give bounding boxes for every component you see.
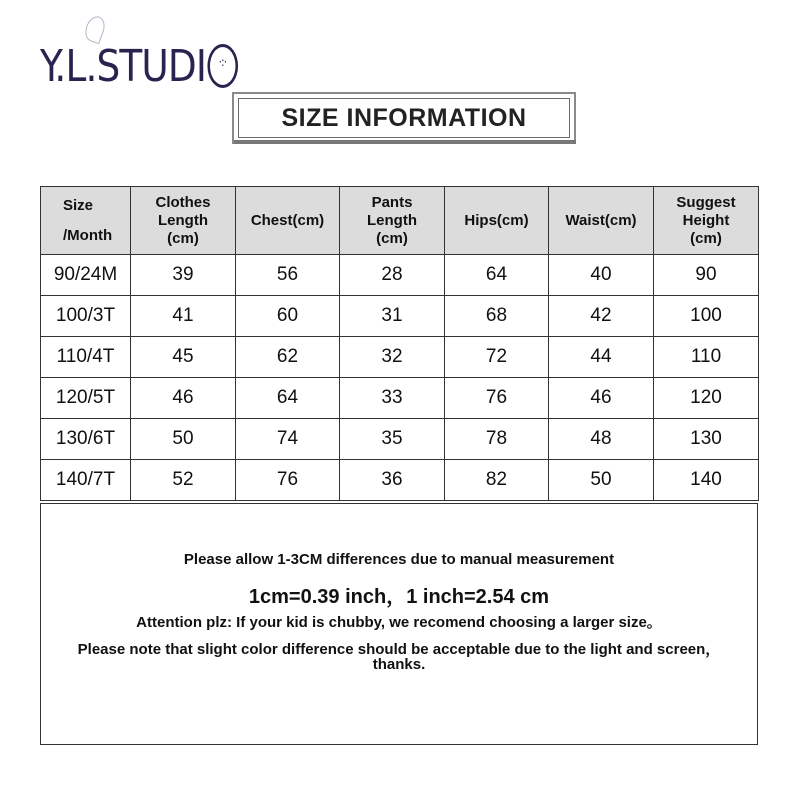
measurement-cell: 50 bbox=[131, 419, 236, 460]
column-header bbox=[340, 187, 445, 255]
size-cell: 130/6T bbox=[41, 419, 131, 460]
measurement-cell: 74 bbox=[236, 419, 340, 460]
measurement-cell: 40 bbox=[549, 255, 654, 296]
column-header bbox=[236, 187, 340, 255]
measurement-note: Please allow 1-3CM differences due to manual measurement bbox=[183, 551, 615, 568]
logo-o-ring: ·:· bbox=[208, 44, 239, 88]
column-header-line: Suggest bbox=[676, 193, 736, 211]
measurement-cell: 33 bbox=[340, 378, 445, 419]
column-header-line: Height bbox=[682, 211, 730, 229]
size-cell: 100/3T bbox=[41, 296, 131, 337]
measurement-cell: 52 bbox=[131, 460, 236, 501]
column-header-line: (cm) bbox=[690, 229, 722, 247]
column-header-line: Waist(cm) bbox=[565, 211, 637, 229]
size-cell: 140/7T bbox=[41, 460, 131, 501]
column-header-line: Hips(cm) bbox=[464, 211, 529, 229]
table-body bbox=[41, 255, 759, 501]
column-header-line: (cm) bbox=[167, 229, 199, 247]
measurement-cell: 62 bbox=[236, 337, 340, 378]
measurement-cell: 100 bbox=[654, 296, 759, 337]
measurement-cell: 56 bbox=[236, 255, 340, 296]
measurement-cell: 46 bbox=[131, 378, 236, 419]
measurement-cell: 64 bbox=[236, 378, 340, 419]
column-header bbox=[41, 187, 131, 255]
conversion-note: 1cm=0.39 inch，1 inch=2.54 cm bbox=[248, 586, 550, 608]
measurement-cell: 42 bbox=[549, 296, 654, 337]
column-header-line: Length bbox=[367, 211, 417, 229]
measurement-cell: 64 bbox=[445, 255, 549, 296]
measurement-cell: 120 bbox=[654, 378, 759, 419]
table-row bbox=[41, 419, 759, 460]
table-row bbox=[41, 337, 759, 378]
color-note: Please note that slight color difference should be acceptable due to the light and screen，thanks. bbox=[77, 641, 721, 673]
measurement-cell: 140 bbox=[654, 460, 759, 501]
size-cell: 90/24M bbox=[41, 255, 131, 296]
column-header bbox=[131, 187, 236, 255]
column-header-line: /Month bbox=[63, 226, 113, 244]
brand-logo-text: Y.L.STUDI bbox=[40, 40, 207, 92]
measurement-cell: 90 bbox=[654, 255, 759, 296]
measurement-cell: 130 bbox=[654, 419, 759, 460]
measurement-cell: 110 bbox=[654, 337, 759, 378]
measurement-cell: 41 bbox=[131, 296, 236, 337]
measurement-cell: 50 bbox=[549, 460, 654, 501]
measurement-cell: 36 bbox=[340, 460, 445, 501]
measurement-cell: 82 bbox=[445, 460, 549, 501]
title-frame-shadow bbox=[234, 140, 576, 144]
measurement-cell: 45 bbox=[131, 337, 236, 378]
measurement-cell: 46 bbox=[549, 378, 654, 419]
measurement-cell: 48 bbox=[549, 419, 654, 460]
size-table bbox=[40, 186, 759, 501]
table-row bbox=[41, 296, 759, 337]
attention-note: Attention plz: If your kid is chubby, we recomend choosing a larger size。 bbox=[136, 614, 662, 631]
column-header-line: (cm) bbox=[376, 229, 408, 247]
measurement-cell: 44 bbox=[549, 337, 654, 378]
measurement-cell: 32 bbox=[340, 337, 445, 378]
measurement-cell: 39 bbox=[131, 255, 236, 296]
column-header-line: Size bbox=[63, 196, 94, 214]
measurement-cell: 72 bbox=[445, 337, 549, 378]
notes-panel bbox=[40, 503, 758, 745]
measurement-cell: 76 bbox=[445, 378, 549, 419]
column-header bbox=[445, 187, 549, 255]
column-header-line: Length bbox=[158, 211, 208, 229]
column-header-line: Chest(cm) bbox=[250, 211, 325, 229]
column-header bbox=[549, 187, 654, 255]
measurement-cell: 60 bbox=[236, 296, 340, 337]
size-cell: 110/4T bbox=[41, 337, 131, 378]
column-header-line: Clothes bbox=[155, 193, 211, 211]
page-title: SIZE INFORMATION bbox=[238, 98, 570, 138]
table-row bbox=[41, 255, 759, 296]
table-row bbox=[41, 460, 759, 501]
measurement-cell: 28 bbox=[340, 255, 445, 296]
measurement-cell: 68 bbox=[445, 296, 549, 337]
column-header-line: Pants bbox=[371, 193, 413, 211]
measurement-cell: 31 bbox=[340, 296, 445, 337]
column-header bbox=[654, 187, 759, 255]
measurement-cell: 78 bbox=[445, 419, 549, 460]
size-cell: 120/5T bbox=[41, 378, 131, 419]
brand-logo bbox=[40, 38, 238, 94]
table-row bbox=[41, 378, 759, 419]
measurement-cell: 76 bbox=[236, 460, 340, 501]
table-header-row bbox=[41, 187, 759, 255]
measurement-cell: 35 bbox=[340, 419, 445, 460]
